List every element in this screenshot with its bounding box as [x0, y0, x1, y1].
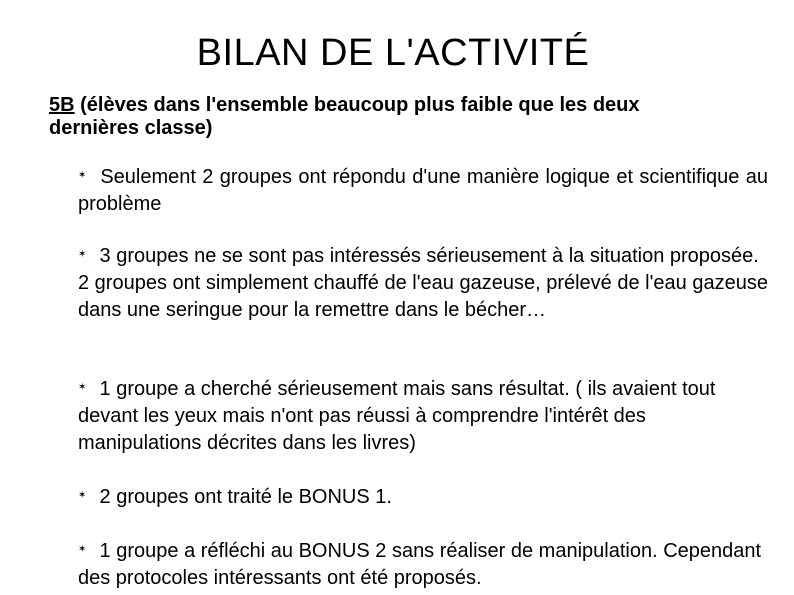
bullet-text: 1 groupe a cherché sérieusement mais sans résultat. ( ils avaient tout devant les yeux mais n'ont pas réussi à comprendre l'intérêt des manipulations décrites dans les livres) [78, 378, 716, 455]
bullet-item [78, 376, 768, 457]
slide-subtitle [49, 94, 729, 140]
star-bullet-icon: ✶ [78, 490, 87, 502]
bullet-item [78, 164, 768, 218]
star-bullet-icon: ✶ [78, 170, 87, 182]
star-bullet-icon: ✶ [78, 382, 87, 394]
bullet-item [78, 484, 768, 511]
star-bullet-icon: ✶ [78, 544, 87, 556]
bullet-text: Seulement 2 groupes ont répondu d'une manière logique et scientifique au problème [78, 166, 768, 216]
bullet-item [78, 538, 768, 592]
class-code: 5B [49, 94, 75, 116]
bullet-text: 2 groupes ont traité le BONUS 1. [94, 486, 392, 508]
class-description: (élèves dans l'ensemble beaucoup plus faible que les deux dernières classe) [49, 94, 640, 139]
bullet-text: 1 groupe a réfléchi au BONUS 2 sans réaliser de manipulation. Cependant des protocoles intéressants ont été proposés. [78, 540, 762, 590]
bullet-text: 3 groupes ne se sont pas intéressés sérieusement à la situation proposée. 2 groupes ont simplement chauffé de l'eau gazeuse, prélevé de l'eau gazeuse dans une seringue pour la remettre dans le bécher… [78, 245, 768, 322]
bullet-item [78, 243, 768, 324]
slide-title: BILAN DE L'ACTIVITÉ [196, 32, 590, 74]
star-bullet-icon: ✶ [78, 249, 87, 261]
